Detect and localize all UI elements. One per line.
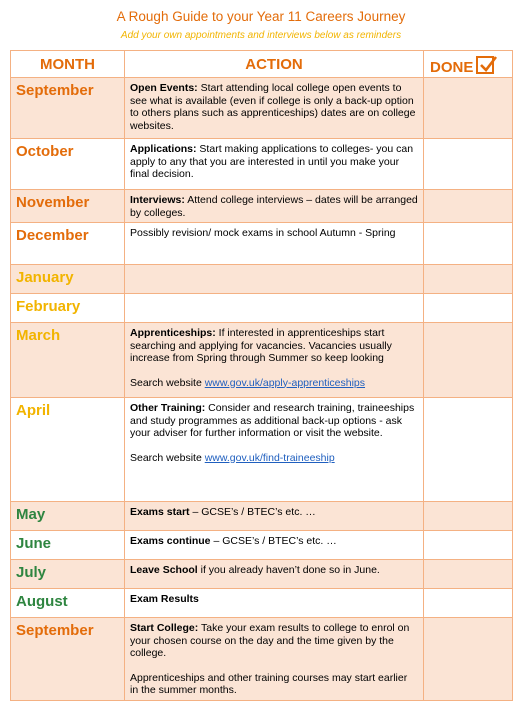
- done-cell[interactable]: [424, 294, 513, 323]
- table-row: [11, 294, 513, 323]
- apprenticeships-link[interactable]: www.gov.uk/apply-apprenticeships: [204, 376, 366, 389]
- search-label: Search website: [130, 451, 205, 464]
- month-cell: April: [11, 398, 125, 502]
- action-bold: Exams continue: [130, 535, 211, 547]
- table-row: [11, 398, 513, 502]
- table-row: [11, 139, 513, 190]
- month-cell: October: [11, 139, 125, 190]
- done-cell[interactable]: [424, 531, 513, 560]
- month-cell: November: [11, 190, 125, 223]
- table-row: [11, 323, 513, 398]
- action-text: – GCSE’s / BTEC’s etc. …: [189, 506, 316, 518]
- action-bold: Interviews:: [130, 194, 185, 206]
- done-cell[interactable]: [424, 265, 513, 294]
- action-cell: [125, 589, 424, 618]
- action-cell: [125, 265, 424, 294]
- action-text: Possibly revision/ mock exams in school Autumn - Spring: [130, 227, 396, 239]
- done-cell[interactable]: [424, 323, 513, 398]
- table-row: [11, 560, 513, 589]
- careers-table: [10, 50, 513, 701]
- action-extra-text: Apprenticeships and other training courses may start earlier in the summer months.: [130, 671, 408, 696]
- month-cell: May: [11, 502, 125, 531]
- action-text: Attend college interviews – dates will be arranged by colleges.: [130, 194, 418, 219]
- done-cell[interactable]: [424, 190, 513, 223]
- done-column-header: [424, 51, 513, 78]
- table-row: [11, 223, 513, 265]
- done-cell[interactable]: [424, 618, 513, 701]
- action-text: Take your exam results to college to enrol on your chosen course on the day and the time given by the college.: [130, 622, 410, 659]
- month-column-header: MONTH: [11, 51, 125, 78]
- traineeship-link[interactable]: www.gov.uk/find-traineeship: [204, 451, 335, 464]
- month-cell: June: [11, 531, 125, 560]
- page-title: A Rough Guide to your Year 11 Careers Journey: [116, 9, 406, 24]
- table-row: [11, 502, 513, 531]
- month-cell: September: [11, 78, 125, 139]
- action-cell: [125, 223, 424, 265]
- done-cell[interactable]: [424, 78, 513, 139]
- month-cell: February: [11, 294, 125, 323]
- action-bold: Exams start: [130, 506, 190, 518]
- table-row: [11, 78, 513, 139]
- month-cell: September: [11, 618, 125, 701]
- action-bold: Start College:: [130, 622, 199, 634]
- month-cell: July: [11, 560, 125, 589]
- action-bold: Apprenticeships:: [130, 327, 216, 339]
- action-cell: [125, 139, 424, 190]
- month-cell: August: [11, 589, 125, 618]
- table-row: [11, 618, 513, 701]
- table-row: [11, 265, 513, 294]
- done-cell[interactable]: [424, 502, 513, 531]
- action-cell: [125, 294, 424, 323]
- table-row: [11, 190, 513, 223]
- action-bold: Applications:: [130, 143, 197, 155]
- action-bold: Leave School: [130, 564, 198, 576]
- action-bold: Other Training:: [130, 402, 206, 414]
- table-row: [11, 589, 513, 618]
- action-text: Consider and research training, traineeships and study programmes as additional back-up options - ask your adviser for further information or visit the website.: [130, 402, 415, 439]
- done-cell[interactable]: [424, 139, 513, 190]
- done-cell[interactable]: [424, 560, 513, 589]
- action-cell: [125, 190, 424, 223]
- action-text: – GCSE’s / BTEC’s etc. …: [210, 535, 337, 547]
- done-cell[interactable]: [424, 589, 513, 618]
- table-header-row: [11, 51, 513, 78]
- action-text: Start making applications to colleges- you can apply to any that you are interested in until you make your final decision.: [130, 143, 414, 180]
- action-cell: [125, 78, 424, 139]
- page-subtitle: Add your own appointments and interviews below as reminders: [120, 30, 402, 41]
- table-row: [11, 531, 513, 560]
- action-cell: [125, 323, 424, 398]
- month-cell: December: [11, 223, 125, 265]
- done-cell[interactable]: [424, 398, 513, 502]
- action-text: Start attending local college open events to see what is available (even if college is only a back-up option to others plans such as apprenticeships) dates are on college websites.: [130, 82, 416, 132]
- action-cell: [125, 502, 424, 531]
- done-header-label: DONE: [430, 59, 474, 76]
- action-cell: [125, 531, 424, 560]
- done-cell[interactable]: [424, 223, 513, 265]
- action-bold: Exam Results: [130, 593, 199, 605]
- action-text: if you already haven’t done so in June.: [197, 564, 380, 576]
- action-text: If interested in apprenticeships start searching and applying for vacancies. Vacancies usually increase from Spring through Summer so keep looking: [130, 327, 392, 364]
- checkbox-tick-icon: [476, 56, 494, 74]
- month-cell: January: [11, 265, 125, 294]
- action-column-header: ACTION: [125, 51, 424, 78]
- search-label: Search website: [130, 376, 205, 389]
- month-cell: March: [11, 323, 125, 398]
- action-bold: Open Events:: [130, 82, 198, 94]
- action-cell: [125, 618, 424, 701]
- action-cell: [125, 398, 424, 502]
- action-cell: [125, 560, 424, 589]
